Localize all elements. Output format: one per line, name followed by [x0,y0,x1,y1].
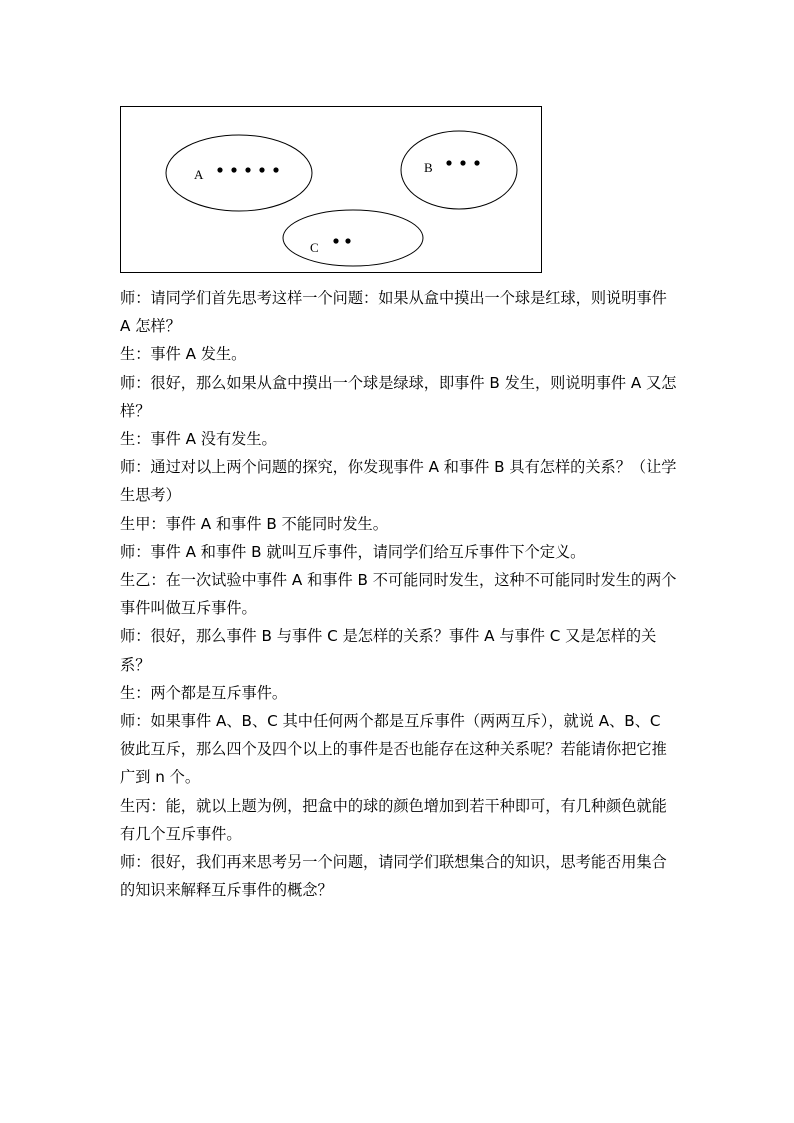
set-a-point [259,167,264,172]
dialogue-line: 师：请同学们首先思考这样一个问题：如果从盒中摸出一个球是红球，则说明事件 A 怎样？ [120,289,667,336]
set-a-point [245,167,250,172]
set-b-point [446,160,451,165]
set-b-points [446,160,479,165]
venn-diagram [120,106,542,273]
dialogue-line: 生乙：在一次试验中事件 A 和事件 B 不可能同时发生，这种不可能同时发生的两个事件叫做互斥事件。 [120,571,677,618]
universe-box [121,107,542,273]
set-a-point [231,167,236,172]
set-a-label: A [194,167,204,182]
set-a-ellipse [166,135,312,211]
set-c-points [333,238,350,243]
dialogue-line: 师：很好，那么事件 B 与事件 C 是怎样的关系？事件 A 与事件 C 又是怎样的关系？ [120,627,657,674]
dialogue-line: 生甲：事件 A 和事件 B 不能同时发生。 [120,514,388,533]
set-a-point [273,167,278,172]
set-c-label: C [310,240,319,255]
set-c-point [333,238,338,243]
dialogue-line: 师：如果事件 A、B、C 其中任何两个都是互斥事件（两两互斥），就说 A、B、C 彼此互斥，那么四个及四个以上的事件是否也能存在这种关系呢？若能请你把它推广到 n 个。 [120,712,667,787]
dialogue-line: 师：很好，那么如果从盒中摸出一个球是绿球，即事件 B 发生，则说明事件 A 又怎样？ [120,373,677,420]
set-b-label: B [424,160,433,175]
dialogue-line: 生：事件 A 没有发生。 [120,430,277,449]
dialogue-text [120,284,680,904]
set-c-ellipse [283,210,423,266]
dialogue-line: 生丙：能，就以上题为例，把盒中的球的颜色增加到若干种即可，有几种颜色就能有几个互斥事件。 [120,796,667,843]
set-a-point [217,167,222,172]
dialogue-line: 师：通过对以上两个问题的探究，你发现事件 A 和事件 B 具有怎样的关系？（让学生思考） [120,458,677,505]
set-b-point [474,160,479,165]
dialogue-line: 生：两个都是互斥事件。 [120,683,288,702]
set-a-points [217,167,278,172]
dialogue-line: 师：很好，我们再来思考另一个问题，请同学们联想集合的知识，思考能否用集合的知识来解释互斥事件的概念？ [120,853,667,900]
dialogue-line: 师：事件 A 和事件 B 就叫互斥事件，请同学们给互斥事件下个定义。 [120,542,586,561]
set-b-point [460,160,465,165]
dialogue-line: 生：事件 A 发生。 [120,345,247,364]
set-c-point [345,238,350,243]
set-b-ellipse [401,131,517,209]
